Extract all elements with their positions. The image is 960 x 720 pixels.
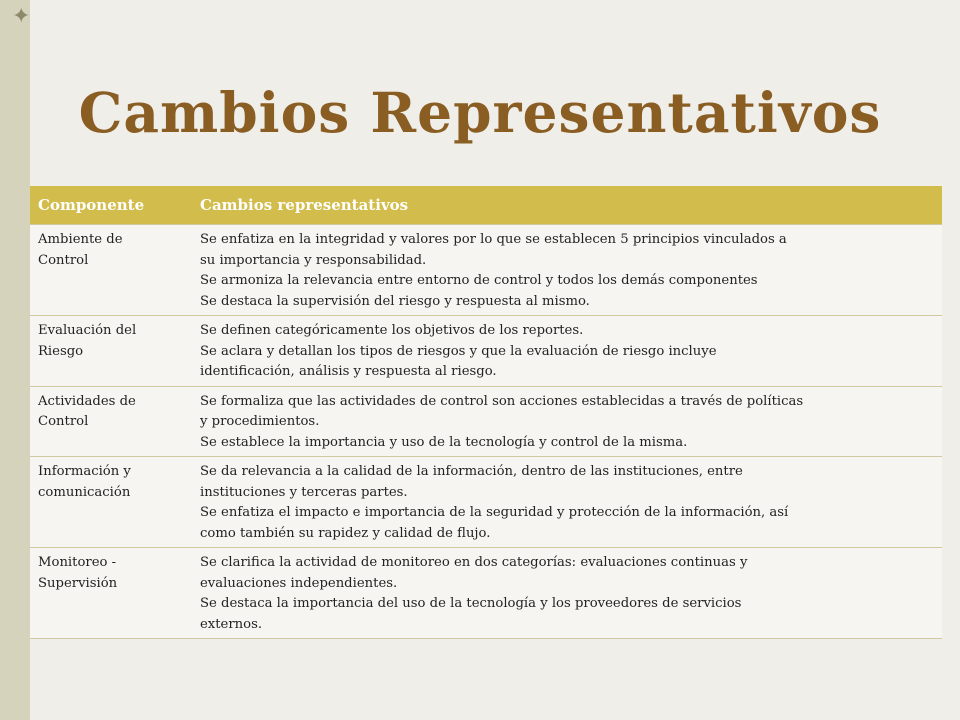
changes-cell: [192, 225, 942, 316]
table-row: [30, 386, 942, 457]
changes-cell: [192, 457, 942, 548]
component-cell: [30, 316, 192, 387]
changes-cell: [192, 548, 942, 639]
change-line: evaluaciones independientes.: [200, 575, 398, 591]
table-header-row: [30, 186, 942, 225]
change-line: como también su rapidez y calidad de flujo.: [200, 525, 491, 541]
change-line: y procedimientos.: [200, 414, 320, 429]
component-cell: [30, 548, 192, 639]
header-componente: Componente: [30, 186, 192, 225]
component-line: Supervisión: [38, 575, 118, 591]
change-line: su importancia y responsabilidad.: [200, 252, 427, 268]
change-line: Se destaca la supervisión del riesgo y respuesta al mismo.: [200, 293, 590, 309]
header-cambios: Cambios representativos: [192, 186, 942, 225]
table-row: [30, 548, 942, 639]
change-line: identificación, análisis y respuesta al riesgo.: [200, 364, 497, 379]
changes-cell: [192, 316, 942, 387]
change-line: Se definen categóricamente los objetivos de los reportes.: [200, 323, 584, 338]
change-line: Se enfatiza en la integridad y valores por lo que se establecen 5 principios vinculados a: [200, 232, 787, 247]
component-line: Evaluación del: [38, 323, 137, 338]
component-line: Riesgo: [38, 343, 84, 359]
change-line: externos.: [200, 616, 263, 632]
four-point-star-icon: ✦: [12, 4, 31, 29]
change-line: instituciones y terceras partes.: [200, 484, 408, 500]
change-line: Se armoniza la relevancia entre entorno de control y todos los demás componentes: [200, 273, 758, 288]
component-line: Control: [38, 414, 89, 429]
component-line: Control: [38, 252, 89, 268]
component-line: Actividades de: [38, 393, 136, 409]
table-row: [30, 457, 942, 548]
change-line: Se aclara y detallan los tipos de riesgos y que la evaluación de riesgo incluye: [200, 343, 717, 359]
component-line: Monitoreo -: [38, 555, 117, 570]
slide-title: Cambios Representativos: [78, 80, 882, 145]
change-line: Se da relevancia a la calidad de la información, dentro de las instituciones, entre: [200, 464, 743, 479]
changes-table: [30, 186, 942, 639]
component-cell: [30, 225, 192, 316]
change-line: Se destaca la importancia del uso de la tecnología y los proveedores de servicios: [200, 596, 742, 611]
component-cell: [30, 457, 192, 548]
table-body: [30, 225, 942, 639]
table-row: [30, 225, 942, 316]
change-line: Se enfatiza el impacto e importancia de la seguridad y protección de la información, así: [200, 505, 789, 520]
change-line: Se establece la importancia y uso de la tecnología y control de la misma.: [200, 434, 688, 450]
component-line: Información y: [38, 464, 131, 479]
changes-cell: [192, 386, 942, 457]
component-line: comunicación: [38, 484, 131, 500]
table-row: [30, 316, 942, 387]
changes-table-container: [30, 186, 942, 639]
change-line: Se clarifica la actividad de monitoreo en dos categorías: evaluaciones continuas y: [200, 555, 748, 570]
change-line: Se formaliza que las actividades de control son acciones establecidas a través de políticas: [200, 393, 804, 409]
component-cell: [30, 386, 192, 457]
component-line: Ambiente de: [38, 232, 123, 247]
